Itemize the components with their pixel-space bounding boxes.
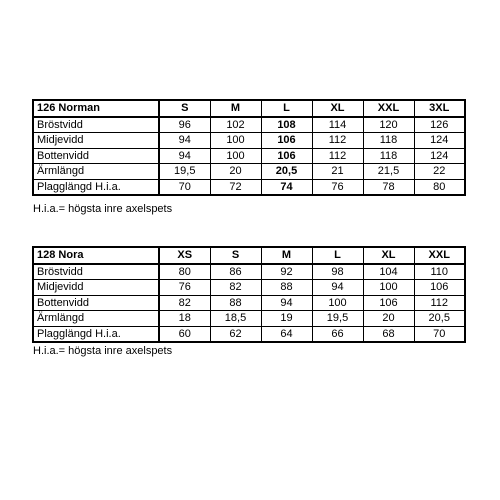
row-label: Bröstvidd bbox=[33, 117, 159, 133]
measure-cell: 19,5 bbox=[159, 164, 210, 180]
size-header: S bbox=[159, 100, 210, 117]
measure-cell: 74 bbox=[261, 179, 312, 195]
measure-cell: 94 bbox=[159, 133, 210, 149]
table-row bbox=[33, 326, 465, 342]
size-header: XXL bbox=[414, 247, 465, 264]
measure-cell: 106 bbox=[363, 295, 414, 311]
measure-cell: 70 bbox=[414, 326, 465, 342]
measure-cell: 66 bbox=[312, 326, 363, 342]
measure-cell: 124 bbox=[414, 148, 465, 164]
measure-cell: 82 bbox=[159, 295, 210, 311]
table-row bbox=[33, 280, 465, 296]
footnote: H.i.a.= högsta inre axelspets bbox=[33, 345, 173, 357]
measure-cell: 70 bbox=[159, 179, 210, 195]
size-header: L bbox=[261, 100, 312, 117]
header-row bbox=[33, 247, 465, 264]
measure-cell: 100 bbox=[210, 133, 261, 149]
measure-cell: 100 bbox=[312, 295, 363, 311]
measure-cell: 112 bbox=[312, 148, 363, 164]
table-row bbox=[33, 264, 465, 280]
measure-cell: 86 bbox=[210, 264, 261, 280]
measure-cell: 19,5 bbox=[312, 311, 363, 327]
size-header: L bbox=[312, 247, 363, 264]
size-chart-norman bbox=[32, 99, 466, 196]
measure-cell: 68 bbox=[363, 326, 414, 342]
measure-cell: 112 bbox=[414, 295, 465, 311]
measure-cell: 114 bbox=[312, 117, 363, 133]
measure-cell: 76 bbox=[312, 179, 363, 195]
row-label: Bottenvidd bbox=[33, 295, 159, 311]
measure-cell: 22 bbox=[414, 164, 465, 180]
measure-cell: 92 bbox=[261, 264, 312, 280]
header-row bbox=[33, 100, 465, 117]
row-label: Bröstvidd bbox=[33, 264, 159, 280]
size-header: 3XL bbox=[414, 100, 465, 117]
measure-cell: 18 bbox=[159, 311, 210, 327]
row-label: Midjevidd bbox=[33, 280, 159, 296]
row-label: Midjevidd bbox=[33, 133, 159, 149]
measure-cell: 106 bbox=[261, 148, 312, 164]
measure-cell: 100 bbox=[363, 280, 414, 296]
size-header: XL bbox=[312, 100, 363, 117]
table-row bbox=[33, 117, 465, 133]
size-header: S bbox=[210, 247, 261, 264]
measure-cell: 94 bbox=[312, 280, 363, 296]
measure-cell: 100 bbox=[210, 148, 261, 164]
measure-cell: 118 bbox=[363, 133, 414, 149]
footnote: H.i.a.= högsta inre axelspets bbox=[33, 203, 173, 215]
measure-cell: 106 bbox=[414, 280, 465, 296]
measure-cell: 21 bbox=[312, 164, 363, 180]
measure-cell: 20 bbox=[210, 164, 261, 180]
measure-cell: 108 bbox=[261, 117, 312, 133]
measure-cell: 80 bbox=[159, 264, 210, 280]
measure-cell: 98 bbox=[312, 264, 363, 280]
measure-cell: 104 bbox=[363, 264, 414, 280]
row-label: Plagglängd H.i.a. bbox=[33, 326, 159, 342]
table-row bbox=[33, 133, 465, 149]
measure-cell: 112 bbox=[312, 133, 363, 149]
table-title: 126 Norman bbox=[33, 100, 159, 117]
size-header: XXL bbox=[363, 100, 414, 117]
table-title: 128 Nora bbox=[33, 247, 159, 264]
measure-cell: 62 bbox=[210, 326, 261, 342]
table-row bbox=[33, 164, 465, 180]
measure-cell: 80 bbox=[414, 179, 465, 195]
measure-cell: 118 bbox=[363, 148, 414, 164]
measure-cell: 102 bbox=[210, 117, 261, 133]
measure-cell: 64 bbox=[261, 326, 312, 342]
row-label: Ärmlängd bbox=[33, 164, 159, 180]
measure-cell: 82 bbox=[210, 280, 261, 296]
table-row bbox=[33, 148, 465, 164]
measure-cell: 110 bbox=[414, 264, 465, 280]
measure-cell: 76 bbox=[159, 280, 210, 296]
row-label: Bottenvidd bbox=[33, 148, 159, 164]
row-label: Plagglängd H.i.a. bbox=[33, 179, 159, 195]
measure-cell: 94 bbox=[159, 148, 210, 164]
measure-cell: 20,5 bbox=[414, 311, 465, 327]
measure-cell: 88 bbox=[261, 280, 312, 296]
row-label: Ärmlängd bbox=[33, 311, 159, 327]
measure-cell: 60 bbox=[159, 326, 210, 342]
measure-cell: 20 bbox=[363, 311, 414, 327]
measure-cell: 72 bbox=[210, 179, 261, 195]
measure-cell: 94 bbox=[261, 295, 312, 311]
measure-cell: 120 bbox=[363, 117, 414, 133]
measure-cell: 96 bbox=[159, 117, 210, 133]
size-header: XS bbox=[159, 247, 210, 264]
measure-cell: 19 bbox=[261, 311, 312, 327]
size-header: M bbox=[210, 100, 261, 117]
table-row bbox=[33, 295, 465, 311]
measure-cell: 124 bbox=[414, 133, 465, 149]
table-row bbox=[33, 311, 465, 327]
size-header: XL bbox=[363, 247, 414, 264]
measure-cell: 18,5 bbox=[210, 311, 261, 327]
measure-cell: 78 bbox=[363, 179, 414, 195]
table-row bbox=[33, 179, 465, 195]
size-chart-nora bbox=[32, 246, 466, 343]
size-header: M bbox=[261, 247, 312, 264]
measure-cell: 20,5 bbox=[261, 164, 312, 180]
measure-cell: 88 bbox=[210, 295, 261, 311]
measure-cell: 21,5 bbox=[363, 164, 414, 180]
measure-cell: 106 bbox=[261, 133, 312, 149]
measure-cell: 126 bbox=[414, 117, 465, 133]
